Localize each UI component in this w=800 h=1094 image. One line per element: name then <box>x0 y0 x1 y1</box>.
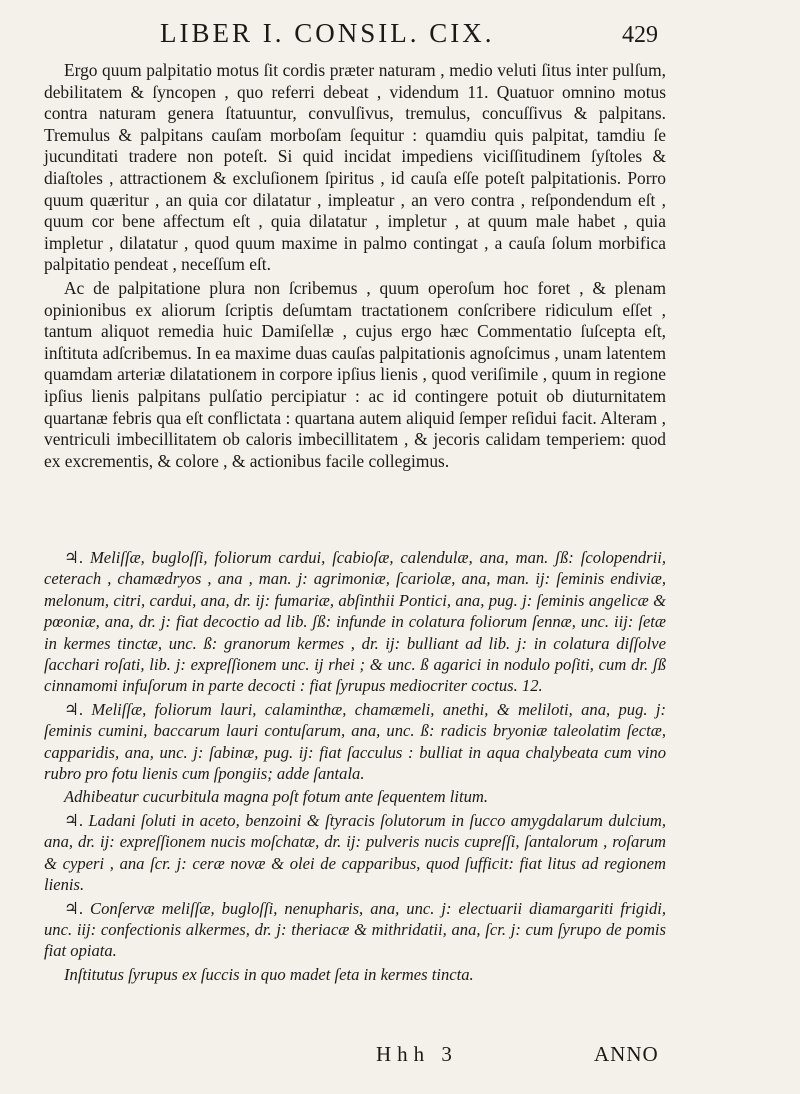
recipe-list <box>44 547 666 985</box>
signature-mark: Hhh 3 <box>376 1042 458 1066</box>
recipe <box>44 547 666 697</box>
paragraph: Ergo quum palpitatio motus ſit cordis præter naturam , medio veluti ſitus inter pulſum, debilitatem & ſyncopen , quo referri debeat , videndum 11. Quatuor omnino motus contra naturam genera ſtatuuntur, convulſivus, tremulus, concuſſivus & palpitans. Tremulus & palpitans cauſam morboſam ſequitur : quamdiu quis palpitat, tamdiu ſe jucunditati tradere non poteſt. Si quid incidat impediens viciſſitudinem ſyſtoles & diaſtoles , attractionem & excluſionem ſpiritus , id cauſa eſſe poteſt palpitationis. Porro quum quæritur , an quia cor dilatatur , impleatur , an vero contra , reſpondendum eſt , quum cor bene affectum eſt , quia dilatatur , impletur , at quum male habet , quia impletur , dilatatur , quod quum maxime in palmo contingat , a cauſa ſolum morbifica palpitatio pendeat , neceſſum eſt. <box>44 60 666 275</box>
recipe <box>44 810 666 896</box>
page-footer <box>0 1042 800 1082</box>
recipe-symbol-icon: ♃. <box>64 699 84 719</box>
recipe <box>44 898 666 962</box>
running-title: LIBER I. CONSIL. CIX. <box>160 18 495 48</box>
recipe-text: Conſervæ meliſſæ, bugloſſi, nenupharis, ana, unc. j: electuarii diamargariti frigidi, unc. iij: confectionis alkermes, dr. j: theriacæ & mithridatii, ana, ſcr. j: cum ſyrupo de pomis fiat opiata. <box>44 898 666 961</box>
recipe-text: Adhibeatur cucurbitula magna poſt fotum ante ſequentem litum. <box>64 787 489 807</box>
recipe-note <box>44 786 666 807</box>
recipe-symbol-icon: ♃. <box>64 898 84 918</box>
paragraph: Ac de palpitatione plura non ſcribemus , quum operoſum hoc foret , & plenam opinionibus ex aliorum ſcriptis deſumtam tractationem conſcribere ridiculum eſſet , tantum aliquot remedia huic Damiſellæ , cujus ergo hæc Commentatio ſuſcepta eſt, inſtituta adſcribemus. In ea maxime duas cauſas palpitationis agnoſcimus , unam latentem quamdam arteriæ dilatationem in corpore ipſius lienis , quod veriſimile , quum in regione ipſius lienis palpitans pulſatio percipiatur : ac id contingere potuit ob diuturnitatem quartanæ febris qua eſt conflictata : quartana autem aliquid ſemper reſidui facit. Alteram , ventriculi imbecillitatem ob caloris imbecillitatem , & jecoris calidam temperiem: quod ex excrementis, & colore , & actionibus facile collegimus. <box>44 277 666 471</box>
recipe-text: Ladani ſoluti in aceto, benzoini & ſtyracis ſolutorum in ſucco amygdalarum dulcium, ana, dr. ij: expreſſionem nucis moſchatæ, dr. ij: pulveris nucis cupreſſi, ſantalorum , roſarum & cyperi , ana ſcr. j: ceræ novæ & olei de capparibus, quod ſufficit: fiat litus ad regionem lienis. <box>44 810 667 895</box>
page-number: 429 <box>622 22 658 48</box>
recipe-text: Inſtitutus ſyrupus ex ſuccis in quo madet ſeta in kermes tincta. <box>64 964 474 984</box>
recipe-symbol-icon: ♃. <box>64 810 84 830</box>
recipe <box>44 699 666 785</box>
body-text <box>44 60 666 472</box>
recipe-text: Meliſſæ, bugloſſi, foliorum cardui, ſcabioſæ, calendulæ, ana, man. ʃß: ſcolopendrii, ceterach , chamædryos , ana , man. j: agrimoniæ, ſcariolæ, ana, man. ij: ſeminis endiviæ, melonum, citri, cardui, ana, dr. ij: fumariæ, abſinthii Pontici, ana, pug. j: ſeminis angelicæ & pœoniæ, ana, dr. j: fiat decoctio ad lib. ʃß: infunde in colatura foliorum ſennæ, unc. iij: ſetæ in kermes tinctæ, unc. ß: granorum kermes , dr. ij: bulliant ad lib. j: in colatura diſſolve ſacchari roſati, lib. j: expreſſionem unc. ij rhei ; & unc. ß agarici in nodulo poſiti, cum dr. ʃß cinnamomi infuſorum in parte decocti : fiat ſyrupus mediocriter coctus. 12. <box>44 548 666 696</box>
recipe-note <box>44 964 666 985</box>
page-header <box>0 18 800 58</box>
recipe-symbol-icon: ♃. <box>64 548 84 567</box>
recipe-text: Meliſſæ, foliorum lauri, calaminthæ, chamæmeli, anethi, & meliloti, ana, pug. j: ſeminis cumini, baccarum lauri contuſarum, ana, unc. ß: radicis bryoniæ taleolatim ſectæ, capparidis, ana, unc. j: ſabinæ, pug. ij: fiat ſacculus : bulliat in aqua chalybeata cum vino rubro pro fotu lienis cum ſpongiis; adde ſantala. <box>44 699 666 784</box>
catchword: ANNO <box>594 1042 659 1066</box>
